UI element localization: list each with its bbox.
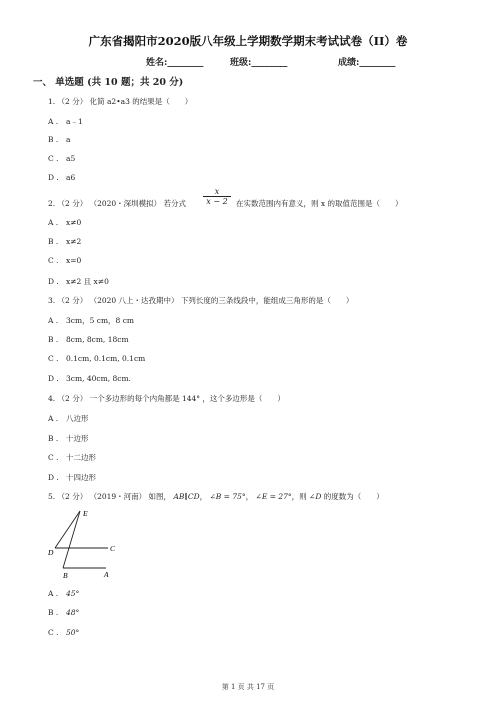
option-text: 十二边形	[66, 453, 96, 462]
question-3-option-a	[48, 315, 134, 326]
question-4-option-b	[48, 433, 89, 444]
option-letter: D .	[48, 473, 59, 482]
option-text: a5	[66, 154, 76, 163]
section-heading: 一、 单选题 (共 10 题；共 20 分)	[33, 77, 184, 88]
option-letter: D .	[48, 277, 59, 286]
option-letter: C .	[48, 154, 59, 163]
option-text: 45°	[66, 589, 80, 598]
option-letter: A .	[48, 117, 59, 126]
separator: ，	[199, 492, 208, 501]
score-field-label: 成绩:________	[338, 58, 396, 68]
option-text: x=0	[66, 256, 82, 265]
point-label-a: A	[104, 570, 109, 579]
option-letter: A .	[48, 218, 59, 227]
class-field-label: 班级:________	[230, 58, 288, 68]
option-text: a6	[66, 173, 76, 182]
math-parallel: AB∥CD	[173, 492, 200, 501]
question-1-option-a	[48, 116, 83, 127]
question-2-stem-part2: 在实数范围内有意义，则 x 的取值范围是（ ）	[236, 199, 403, 208]
line-ed	[55, 511, 80, 548]
option-letter: A .	[48, 414, 59, 423]
name-field-label: 姓名:________	[146, 58, 204, 68]
option-text: 八边形	[66, 414, 89, 423]
question-1-option-b	[48, 135, 70, 144]
question-1-option-d	[48, 173, 75, 182]
question-4-option-d	[48, 472, 96, 483]
option-letter: C .	[48, 256, 59, 265]
option-letter: B .	[48, 135, 59, 144]
question-1-option-c	[48, 154, 75, 163]
point-label-d: D	[48, 548, 54, 557]
question-2-option-d	[48, 276, 109, 287]
question-5-option-b	[48, 608, 79, 617]
point-label-e: E	[83, 509, 88, 518]
option-text: 3cm，5 cm，8 cm	[66, 316, 135, 325]
math-angle-b: ∠B = 75°	[209, 492, 246, 501]
option-letter: C .	[48, 354, 59, 363]
option-letter: B .	[48, 434, 59, 443]
math-angle-e: ∠E = 27°	[255, 492, 292, 501]
option-text: 0.1cm, 0.1cm, 0.1cm	[66, 354, 146, 363]
option-letter: B .	[48, 237, 59, 246]
point-label-c: C	[110, 544, 116, 553]
option-text: 48°	[66, 608, 80, 617]
option-text: 50°	[66, 628, 80, 637]
exam-title: 广东省揭阳市2020版八年级上学期数学期末考试试卷（II）卷	[88, 34, 408, 48]
line-eb	[63, 511, 80, 568]
question-2-option-a	[48, 218, 81, 227]
question-3-option-c	[48, 354, 145, 363]
option-text: x≠0	[66, 218, 82, 227]
fraction	[203, 187, 231, 206]
separator: ，则	[291, 492, 307, 501]
option-text: 十四边形	[66, 473, 96, 482]
option-text: 十边形	[66, 434, 89, 443]
question-2-option-b	[48, 237, 81, 246]
question-2-stem-part1: 2. （2 分） （2020・深圳模拟） 若分式	[48, 199, 187, 208]
question-5-stem	[48, 491, 384, 502]
fraction-denominator: x − 2	[203, 196, 231, 206]
question-3-option-b	[48, 335, 129, 344]
point-label-b: B	[63, 571, 68, 580]
option-text: 8cm, 8cm, 18cm	[66, 335, 129, 344]
fraction-numerator: x	[214, 187, 220, 196]
question-5-option-c	[48, 628, 79, 637]
option-text: x≠2 且 x≠0	[66, 277, 109, 286]
option-text: 3cm, 40cm, 8cm.	[66, 374, 131, 383]
option-letter: D .	[48, 173, 59, 182]
question-5-stem-part1: 5. （2 分） （2019・河南） 如图，	[48, 492, 172, 501]
question-4-option-c	[48, 452, 96, 463]
option-letter: C .	[48, 453, 59, 462]
question-2-option-c	[48, 256, 81, 265]
option-letter: C .	[48, 628, 59, 637]
question-5-option-a	[48, 589, 79, 598]
option-text: a	[66, 135, 71, 144]
option-text: x≠2	[66, 237, 82, 246]
question-4-stem: 4. （2 分） 一个多边形的每个内角都是 144° ，这个多边形是（ ）	[48, 394, 285, 403]
option-letter: A .	[48, 316, 59, 325]
page-footer: 第 1 页 共 17 页	[221, 683, 275, 691]
math-angle-d: ∠D	[309, 492, 322, 501]
option-letter: A .	[48, 589, 59, 598]
separator: ，	[245, 492, 254, 501]
option-letter: B .	[48, 608, 59, 617]
question-5-stem-part2: 的度数为（ ）	[323, 492, 384, 501]
option-text: a﹣1	[66, 117, 83, 126]
geometry-figure	[46, 506, 126, 582]
option-letter: B .	[48, 335, 59, 344]
question-4-option-a	[48, 413, 89, 424]
question-1-stem: 1. （2 分） 化简 a2•a3 的结果是（ ）	[48, 97, 193, 106]
question-3-stem: 3. （2 分） （2020 八上・达孜期中） 下列长度的三条线段中，能组成三角形的是（ ）	[48, 296, 354, 305]
question-3-option-d	[48, 374, 131, 383]
option-letter: D .	[48, 374, 59, 383]
